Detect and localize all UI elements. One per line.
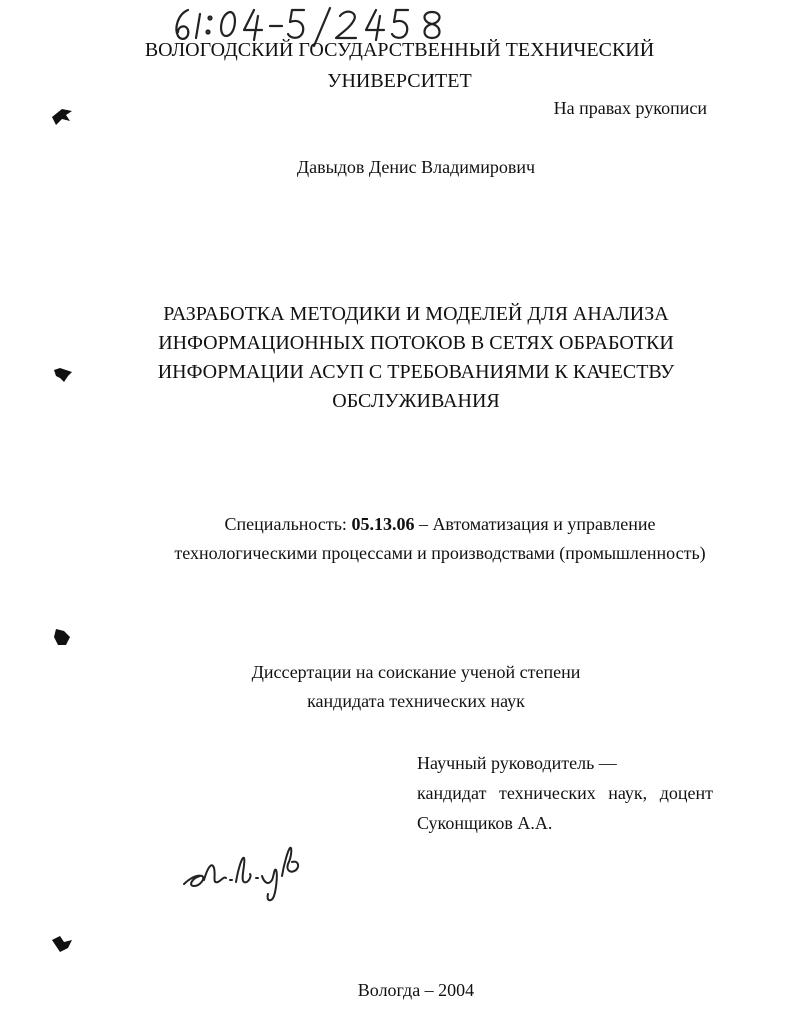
specialty-code: 05.13.06 bbox=[351, 514, 415, 534]
advisor-line-2: кандидат технических наук, доцент bbox=[417, 783, 713, 803]
signature-drawing bbox=[178, 836, 308, 906]
binder-hole-mark-icon bbox=[50, 105, 74, 129]
specialty-block bbox=[0, 510, 799, 568]
dissertation-title bbox=[0, 300, 799, 416]
degree-line-1: Диссертации на соискание ученой степени bbox=[251, 662, 581, 682]
specialty-label: Специальность: bbox=[224, 514, 347, 534]
handwritten-signature bbox=[178, 836, 308, 906]
degree-line-2: кандидата технических наук bbox=[307, 691, 525, 711]
binder-hole-mark-icon bbox=[50, 932, 74, 956]
university-name bbox=[0, 35, 799, 97]
rights-note: На правах рукописи bbox=[553, 98, 707, 118]
city-year: Вологда – 2004 bbox=[357, 980, 475, 1000]
specialty-line-2: технологическими процессами и производствами (промышленность) bbox=[174, 543, 706, 563]
advisor-block bbox=[417, 748, 713, 838]
binder-hole-mark-icon bbox=[50, 362, 74, 386]
binder-hole-mark-icon bbox=[50, 625, 74, 649]
author-name: Давыдов Денис Владимирович bbox=[296, 157, 536, 177]
university-line-2: УНИВЕРСИТЕТ bbox=[327, 70, 472, 92]
title-line-3: ИНФОРМАЦИИ АСУП С ТРЕБОВАНИЯМИ К КАЧЕСТВУ bbox=[157, 361, 675, 383]
university-line-1: ВОЛОГОДСКИЙ ГОСУДАРСТВЕННЫЙ ТЕХНИЧЕСКИЙ bbox=[144, 39, 655, 61]
advisor-line-1: Научный руководитель — bbox=[417, 753, 617, 773]
specialty-name-part-1: – Автоматизация и управление bbox=[418, 514, 656, 534]
advisor-line-3: Суконщиков А.А. bbox=[417, 813, 553, 833]
title-line-4: ОБСЛУЖИВАНИЯ bbox=[332, 390, 500, 412]
title-line-2: ИНФОРМАЦИОННЫХ ПОТОКОВ В СЕТЯХ ОБРАБОТКИ bbox=[158, 332, 674, 354]
specialty-line-1 bbox=[0, 510, 799, 539]
title-line-1: РАЗРАБОТКА МЕТОДИКИ И МОДЕЛЕЙ ДЛЯ АНАЛИЗА bbox=[163, 303, 669, 325]
degree-block bbox=[0, 658, 799, 716]
